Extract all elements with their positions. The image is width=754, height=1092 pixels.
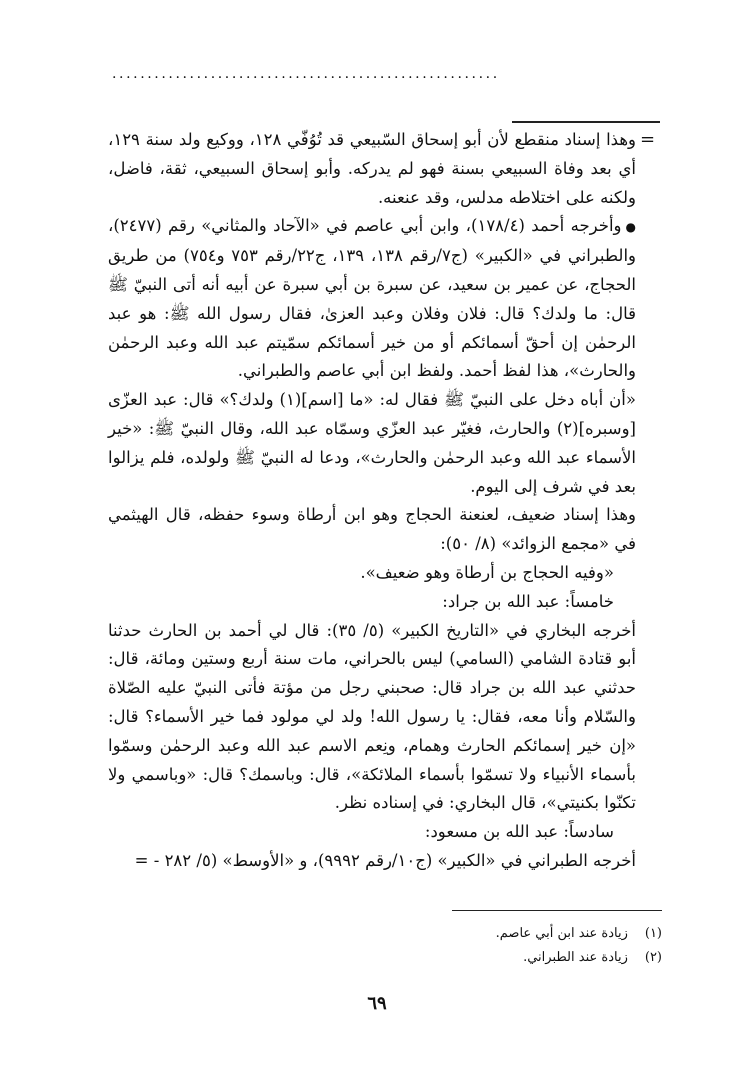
section-divider-line — [512, 121, 660, 123]
continuation-mark: = — [640, 129, 656, 150]
footnote-number: (٢) — [644, 950, 662, 965]
footnote-text: زيادة عند ابن أبي عاصم. — [495, 926, 628, 941]
footnote-divider — [452, 910, 662, 911]
paragraph: أخرجه الطبراني في «الكبير» (ج١٠/رقم ٩٩٩٢)، و «الأوسط» (٥/ ٢٨٢ - = — [134, 850, 636, 870]
paragraph: وهذا إسناد منقطع لأن أبو إسحاق السّبيعي قد تُوُفّي ١٢٨، ووكيع ولد سنة ١٢٩، أي بعد وفاة السبيعي بسنة فهو لم يدركه. وأبو إسحاق السبيعي، ثقة، فاضل، ولكنه على اختلاطه مدلس، وقد عنعنه. — [108, 130, 636, 207]
header-dotted-rule: ....................................................... — [112, 66, 500, 82]
footnote — [400, 946, 662, 970]
section-heading: سادساً: عبد الله بن مسعود: — [424, 822, 614, 842]
main-text — [108, 126, 636, 876]
footnote-number: (١) — [644, 926, 662, 941]
quote-paragraph: «وفيه الحجاج بن أرطاة وهو ضعيف». — [360, 562, 614, 582]
bullet-icon: ● — [625, 220, 636, 235]
footnotes — [400, 922, 662, 970]
paragraph: «أن أباه دخل على النبيّ ﷺ فقال له: «ما [اسم](١) ولدك؟» قال: عبد العزّى [وسبره](٢) والحارث، فغيّر عبد العزّي وسمّاه عبد الله، وقال النبيّ ﷺ: «خير الأسماء عبد الله وعبد الرحمٰن والحارث»، ودعا له النبيّ ﷺ ولولده، فلم يزالوا بعد في شرف إلى اليوم. — [108, 390, 636, 496]
footnote-text: زيادة عند الطبراني. — [523, 950, 628, 965]
paragraph: وهذا إسناد ضعيف، لعنعنة الحجاج وهو ابن أرطاة وسوء حفظه، قال الهيثمي في «مجمع الزوائد» (٨/ ٥٠): — [108, 505, 636, 554]
footnote — [400, 922, 662, 946]
paragraph-text: وأخرجه أحمد (١٧٨/٤)، وابن أبي عاصم في «الآحاد والمثاني» رقم (٢٤٧٧)، والطبراني في «الكبير» (ج٧/رقم ١٣٨، ١٣٩، ج٢٢/رقم ٧٥٣ و٧٥٤) من طريق الحجاج، عن عمير بن سعيد، عن سبرة بن أبي سبرة عن أبيه أنه أتى النبيّ ﷺ قال: ما ولدك؟ قال: فلان وفلان وعبد العزىٰ، فقال رسول الله ﷺ: هو عبد الرحمٰن إن أحقّ أسمائكم أو من خير أسمائكم سمّيتم عبد الله وعبد الرحمٰن والحارث»، هذا لفظ أحمد. ولفظ ابن أبي عاصم والطبراني. — [108, 216, 637, 381]
section-heading: خامساً: عبد الله بن جراد: — [442, 591, 614, 611]
paragraph-bulleted — [108, 212, 636, 386]
page-number: ٦٩ — [367, 993, 387, 1014]
paragraph: أخرجه البخاري في «التاريخ الكبير» (٥/ ٣٥): قال لي أحمد بن الحارث حدثنا أبو قتادة الشامي (السامي) ليس بالحراني، مات سنة أربع وستين ومائة، قال: حدثني عبد الله بن جراد قال: صحبني رجل من مؤتة فأتى النبيّ عليه الصّلاة والسّلام وأنا معه، فقال: يا رسول الله! ولد لي مولود فما خير الأسماء؟ قال: «إن خير إسمائكم الحارث وهمام، ونِعم الاسم عبد الله وعبد الرحمٰن وسمّوا بأسماء الأنبياء ولا تسمّوا بأسماء الملائكة»، قال: وباسمك؟ قال: «وباسمي ولا تكنّوا بكنيتي»، قال البخاري: في إسناده نظر. — [108, 620, 636, 813]
